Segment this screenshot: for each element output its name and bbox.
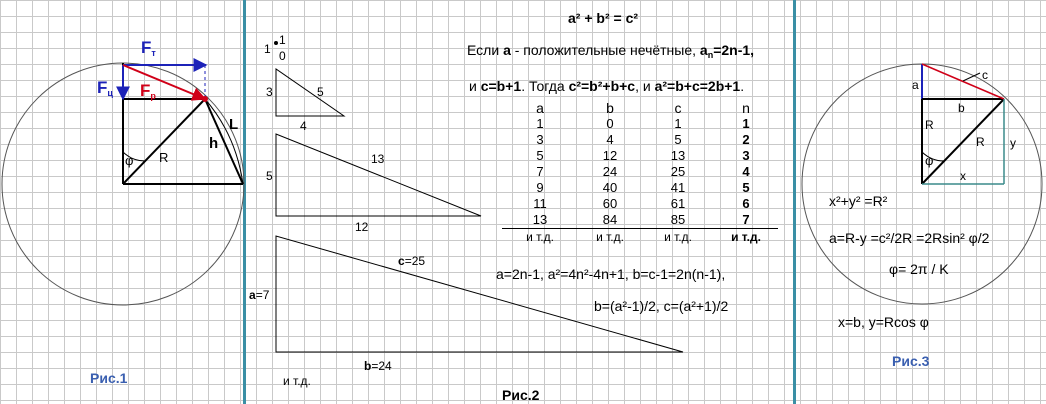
fig2-formula-main: a² + b² = c²	[568, 10, 639, 26]
fig1-caption: Рис.1	[90, 370, 128, 386]
table-cell: 1	[674, 116, 682, 131]
tri2-a: 5	[266, 169, 273, 183]
tri1-a: 3	[266, 85, 273, 99]
fig3-y-label: y	[1010, 136, 1016, 150]
table-row	[502, 212, 778, 229]
table-cell: 2	[742, 132, 750, 147]
table-cell: 1	[742, 116, 750, 131]
table-row	[502, 180, 778, 196]
fig1-point	[202, 96, 208, 102]
tri3-c-label: c=25	[398, 254, 426, 268]
table-cell: 3	[742, 148, 750, 163]
table-cell: и т.д.	[731, 230, 761, 244]
fig3-phi-label: φ	[925, 153, 934, 168]
pythagorean-table	[502, 100, 778, 245]
table-row	[502, 148, 778, 164]
fig3-formula-4: x=b, y=Rcos φ	[838, 314, 929, 330]
fig2-formula-row1: a=2n-1, a²=4n²-4n+1, b=c-1=2n(n-1),	[496, 266, 726, 282]
fig2-formula-row2: b=(a²-1)/2, c=(a²+1)/2	[594, 298, 729, 314]
tri3-a-label: a=7	[249, 288, 270, 302]
fig3-formula-2: a=R-y =c²/2R =2Rsin² φ/2	[829, 230, 990, 246]
table-cell: 6	[742, 196, 750, 211]
fig3-b-label: b	[958, 101, 965, 115]
table-cell: 13	[670, 148, 686, 163]
fig2-line1: Если a - положительные нечётные, $a_n=2n-1$,	[467, 42, 755, 60]
tri3-b-label: b=24	[364, 359, 392, 373]
table-cell: 24	[602, 164, 618, 179]
tri0-zero: 0	[279, 49, 286, 63]
table-header: b	[606, 100, 614, 116]
table-cell: 0	[606, 116, 614, 131]
table-cell: 3	[536, 132, 544, 147]
fig3-formula-3: φ= 2π / K	[889, 261, 949, 277]
tri1-b: 4	[300, 119, 307, 133]
fig2-line2: и c=b+1. Тогда c²=b²+b+c, и a²=b+c=2b+1.	[469, 78, 745, 94]
tri2-c: 13	[371, 152, 385, 166]
table-cell: 9	[536, 180, 544, 195]
table-cell: 85	[642, 212, 714, 229]
fig3-formula-1: x²+y² =R²	[829, 193, 888, 209]
fig1-h-label: h	[209, 135, 219, 152]
fig3-chord-c	[922, 64, 1004, 99]
table-cell: 5	[742, 180, 750, 195]
table-row	[502, 132, 778, 148]
fig2-caption: Рис.2	[502, 387, 540, 403]
table-cell: 13	[502, 212, 578, 229]
fig1-fp-label: $F_р$	[140, 81, 156, 101]
fig1-geometry	[2, 63, 244, 305]
fig3-a-label: a	[912, 78, 919, 92]
fig3-r-left-label: R	[925, 118, 934, 132]
fig3-r-label: R	[976, 135, 985, 149]
table-cell: 84	[578, 212, 642, 229]
tri-3-4-5	[276, 69, 344, 116]
table-header: a	[536, 100, 544, 116]
tri2-b: 12	[355, 220, 369, 234]
tri0-one: 1	[264, 42, 271, 56]
table-header: c	[674, 100, 682, 116]
fig1-phi-label: φ	[125, 153, 134, 168]
table-row	[502, 229, 778, 246]
table-cell: 5	[536, 148, 544, 163]
tri-7-24-25	[276, 236, 683, 352]
table-cell: 60	[602, 196, 618, 211]
table-cell: 5	[674, 132, 682, 147]
fig1-fc-label: $F_ц$	[97, 78, 113, 98]
tri0-point	[275, 42, 278, 45]
table-row	[502, 164, 778, 180]
tri1-c: 5	[317, 85, 324, 99]
table-cell: 41	[670, 180, 686, 195]
table-cell: и т.д.	[664, 230, 692, 244]
table-cell: 61	[670, 196, 686, 211]
tri0-one-top: 1	[279, 33, 286, 47]
fig1-radius-r	[123, 99, 205, 184]
table-header: n	[742, 100, 750, 116]
table-cell: и т.д.	[526, 230, 554, 244]
table-cell: и т.д.	[596, 230, 624, 244]
fig3-caption: Рис.3	[892, 353, 930, 369]
table-cell: 4	[606, 132, 614, 147]
fig3-x-label: x	[960, 169, 966, 183]
fig1-ft-label: $F_т$	[141, 38, 156, 58]
fig2-etc: и т.д.	[283, 374, 311, 388]
table-row	[502, 116, 778, 132]
table-cell: 1	[536, 116, 544, 131]
fig1-l-label: L	[229, 116, 239, 133]
table-row	[502, 196, 778, 212]
tri-5-12-13	[276, 134, 481, 216]
table-cell: 11	[533, 196, 547, 211]
table-header-row	[502, 100, 778, 116]
table-cell: 25	[670, 164, 686, 179]
table-cell: 4	[742, 164, 750, 179]
fig1-r-label: R	[159, 150, 169, 165]
table-cell: 7	[714, 212, 778, 229]
table-cell: 12	[602, 148, 618, 163]
table-cell: 7	[536, 164, 544, 179]
table-cell: 40	[602, 180, 618, 195]
fig3-c-label: c	[982, 68, 988, 82]
